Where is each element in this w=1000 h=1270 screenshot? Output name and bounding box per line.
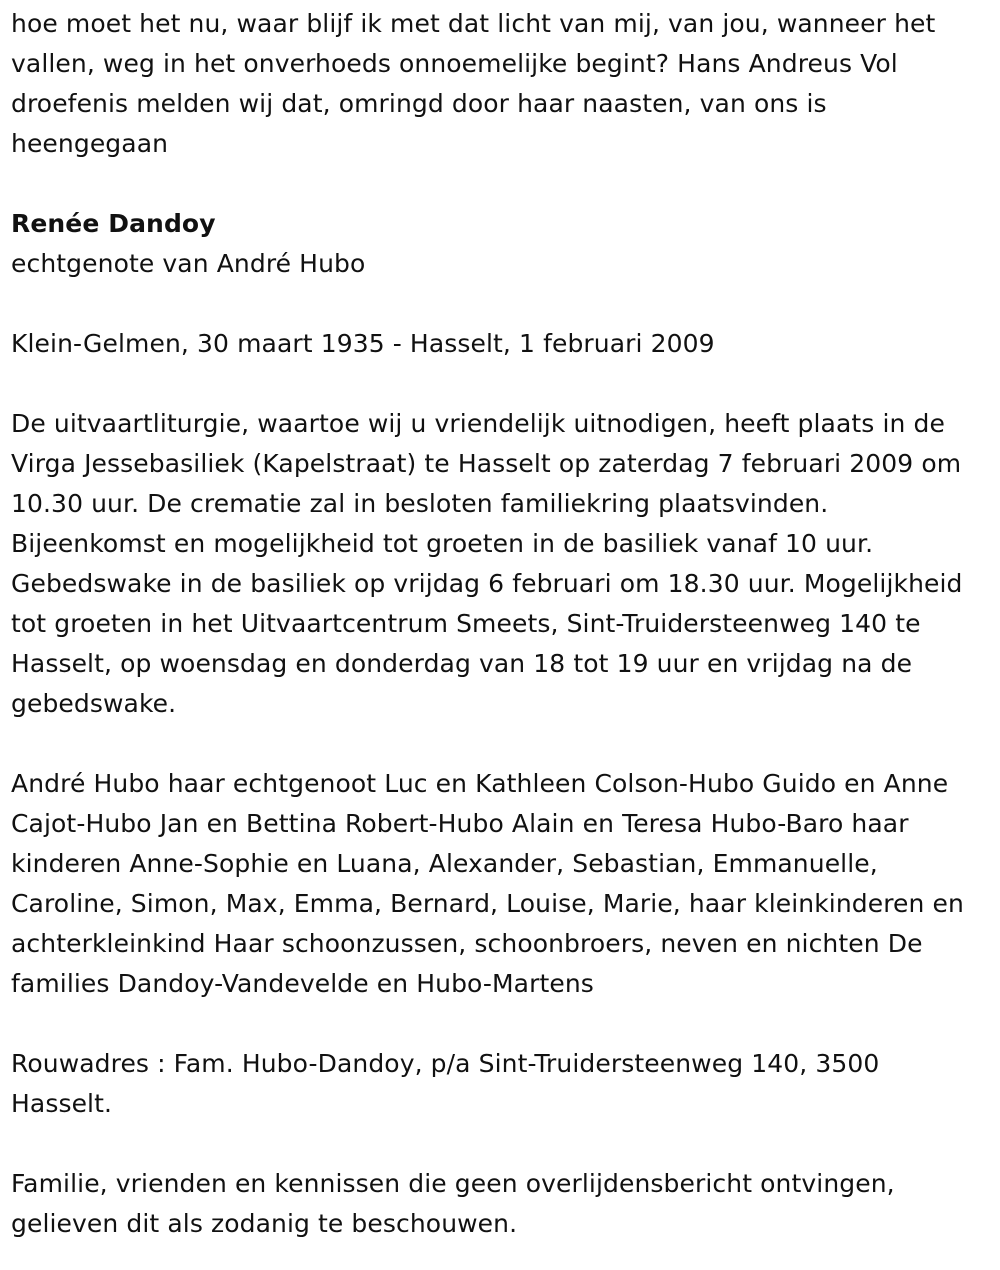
family-list: André Hubo haar echtgenoot Luc en Kathleen Colson-Hubo Guido en Anne Cajot-Hubo Jan en Bettina Robert-Hubo Alain en Teresa Hubo-Baro haar kinderen Anne-Sophie en Luana, Alexander, Sebastian, Emmanuelle, Caroline, Simon, Max, Emma, Bernard, Louise, Marie, haar kleinkinderen en achterkleinkind Haar schoonzussen, schoonbroers, neven en nichten De families Dandoy-Vandevelde en Hubo-Martens xyxy=(11,769,964,998)
deceased-name: Renée Dandoy xyxy=(11,209,216,238)
life-dates: Klein-Gelmen, 30 maart 1935 - Hasselt, 1 februari 2009 xyxy=(11,329,715,358)
spouse-line: echtgenote van André Hubo xyxy=(11,249,366,278)
funeral-details: De uitvaartliturgie, waartoe wij u vriendelijk uitnodigen, heeft plaats in de Virga Jessebasiliek (Kapelstraat) te Hasselt op zaterdag 7 februari 2009 om 10.30 uur. De crematie zal in besloten familiekring plaatsvinden. Bijeenkomst en mogelijkheid tot groeten in de basiliek vanaf 10 uur. Gebedswake in de basiliek op vrijdag 6 februari om 18.30 uur. Mogelijkheid tot groeten in het Uitvaartcentrum Smeets, Sint-Truidersteenweg 140 te Hasselt, op woensdag en donderdag van 18 tot 19 uur en vrijdag na de gebedswake. xyxy=(11,409,963,718)
mourning-address: Rouwadres : Fam. Hubo-Dandoy, p/a Sint-Truidersteenweg 140, 3500 Hasselt. xyxy=(11,1049,880,1118)
intro-poem: hoe moet het nu, waar blijf ik met dat licht van mij, van jou, wanneer het vallen, weg in het onverhoeds onnoemelijke begint? Hans Andreus Vol droefenis melden wij dat, omringd door haar naasten, van ons is heengegaan xyxy=(11,9,936,158)
closing-note: Familie, vrienden en kennissen die geen overlijdensbericht ontvingen, gelieven dit als zodanig te beschouwen. xyxy=(11,1169,895,1238)
